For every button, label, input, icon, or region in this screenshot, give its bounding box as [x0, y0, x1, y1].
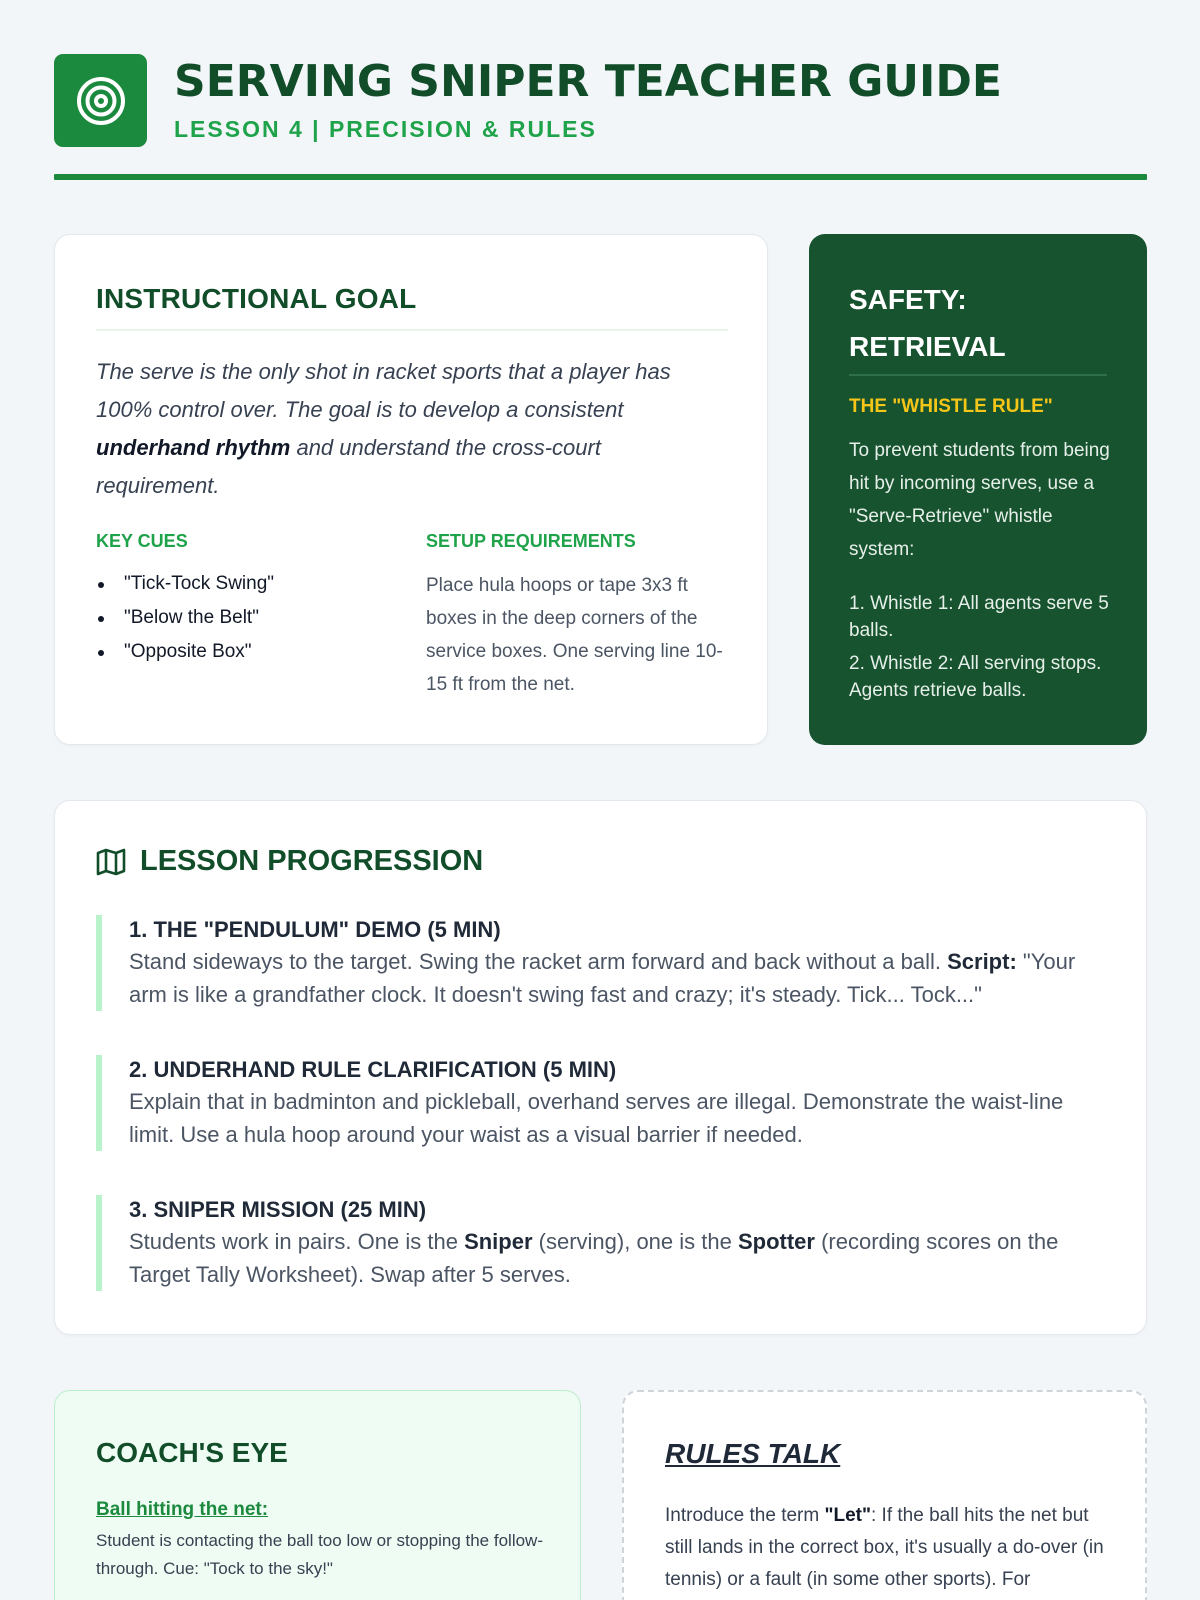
step-text [129, 945, 1106, 1011]
rules-heading: RULES TALK [665, 1438, 841, 1469]
step-text-part: (recording scores on the Target Tally Worksheet). Swap after 5 serves. [129, 1229, 1059, 1287]
safety-heading: SAFETY: RETRIEVAL [849, 284, 1006, 362]
step-title: 2. UNDERHAND RULE CLARIFICATION (5 MIN) [129, 1057, 617, 1082]
key-cues-list [96, 567, 274, 669]
coach-item-text: Student is contacting the ball too low or stopping the follow-through. Cue: "Tock to the sky!" [96, 1531, 543, 1578]
rules-text-bold: "Let" [824, 1505, 871, 1526]
coach-item-title: Ball hitting the net: [96, 1499, 269, 1520]
goal-lead [96, 353, 721, 505]
coach-heading: COACH'S EYE [96, 1437, 288, 1468]
list-item: 1. Whistle 1: All agents serve 5 balls. [849, 593, 1109, 641]
step-text-part: Students work in pairs. One is the [129, 1229, 465, 1254]
step-text-bold: Spotter [737, 1229, 815, 1254]
step-text-bold: Script: [947, 949, 1017, 974]
rules-talk-card [622, 1390, 1147, 1600]
step-text [129, 1225, 1106, 1291]
list-item: "Opposite Box" [96, 635, 274, 669]
setup-heading: SETUP REQUIREMENTS [426, 531, 636, 551]
safety-card [809, 234, 1147, 745]
progression-step-3 [96, 1195, 1106, 1291]
page-title: SERVING SNIPER TEACHER GUIDE [174, 56, 1002, 107]
progression-header [96, 845, 483, 878]
safety-description: To prevent students from being hit by incoming serves, use a "Serve-Retrieve" whistle system: [849, 440, 1110, 560]
lesson-progression-card [54, 800, 1147, 1335]
list-item: "Tick-Tock Swing" [96, 567, 274, 601]
key-cues-heading: KEY CUES [96, 531, 188, 551]
step-text: Explain that in badminton and pickleball, overhand serves are illegal. Demonstrate the waist-line limit. Use a hula hoop around your waist as a visual barrier if needed. [129, 1089, 1064, 1147]
setup-text: Place hula hoops or tape 3x3 ft boxes in the deep corners of the service boxes. One serving line 10-15 ft from the net. [426, 575, 723, 695]
whistle-rule-title: THE "WHISTLE RULE" [849, 396, 1053, 417]
target-icon [54, 54, 147, 147]
list-item: 2. Whistle 2: All serving stops. Agents retrieve balls. [849, 653, 1102, 701]
coachs-eye-card [54, 1390, 581, 1600]
progression-step-1 [96, 915, 1106, 1011]
rules-text [665, 1500, 1105, 1596]
list-item: "Below the Belt" [96, 601, 274, 635]
step-text-part: (serving), one is the [532, 1229, 738, 1254]
step-text-bold: Sniper [464, 1229, 533, 1254]
step-title: 3. SNIPER MISSION (25 MIN) [129, 1197, 427, 1222]
instructional-goal-card [54, 234, 768, 745]
goal-divider [96, 329, 728, 331]
goal-lead-text-end: and understand the cross-court requirement. [96, 435, 601, 498]
goal-heading: INSTRUCTIONAL GOAL [96, 283, 417, 314]
page-subtitle: LESSON 4 | PRECISION & RULES [174, 116, 597, 142]
safety-divider [849, 374, 1107, 376]
step-text-part: "Your arm is like a grandfather clock. It doesn't swing fast and crazy; it's steady. Tick... Tock..." [129, 949, 1076, 1007]
rules-text-part: Introduce the term [665, 1505, 825, 1526]
map-icon [96, 848, 126, 876]
step-text-part: Stand sideways to the target. Swing the racket arm forward and back without a ball. [129, 949, 948, 974]
step-title: 1. THE "PENDULUM" DEMO (5 MIN) [129, 917, 501, 942]
progression-heading: LESSON PROGRESSION [140, 845, 484, 877]
progression-step-2 [96, 1055, 1106, 1151]
header-divider [54, 174, 1147, 180]
goal-lead-text: The serve is the only shot in racket sports that a player has 100% control over. The goal is to develop a consistent [96, 359, 671, 422]
goal-lead-bold: underhand rhythm [96, 435, 291, 460]
rules-text-part: : If the ball hits the net but still lands in the correct box, it's usually a do-over (in tennis) or a fault (in some other sports). For [665, 1505, 1104, 1590]
whistle-steps [849, 590, 1114, 710]
page-header [54, 54, 1147, 180]
